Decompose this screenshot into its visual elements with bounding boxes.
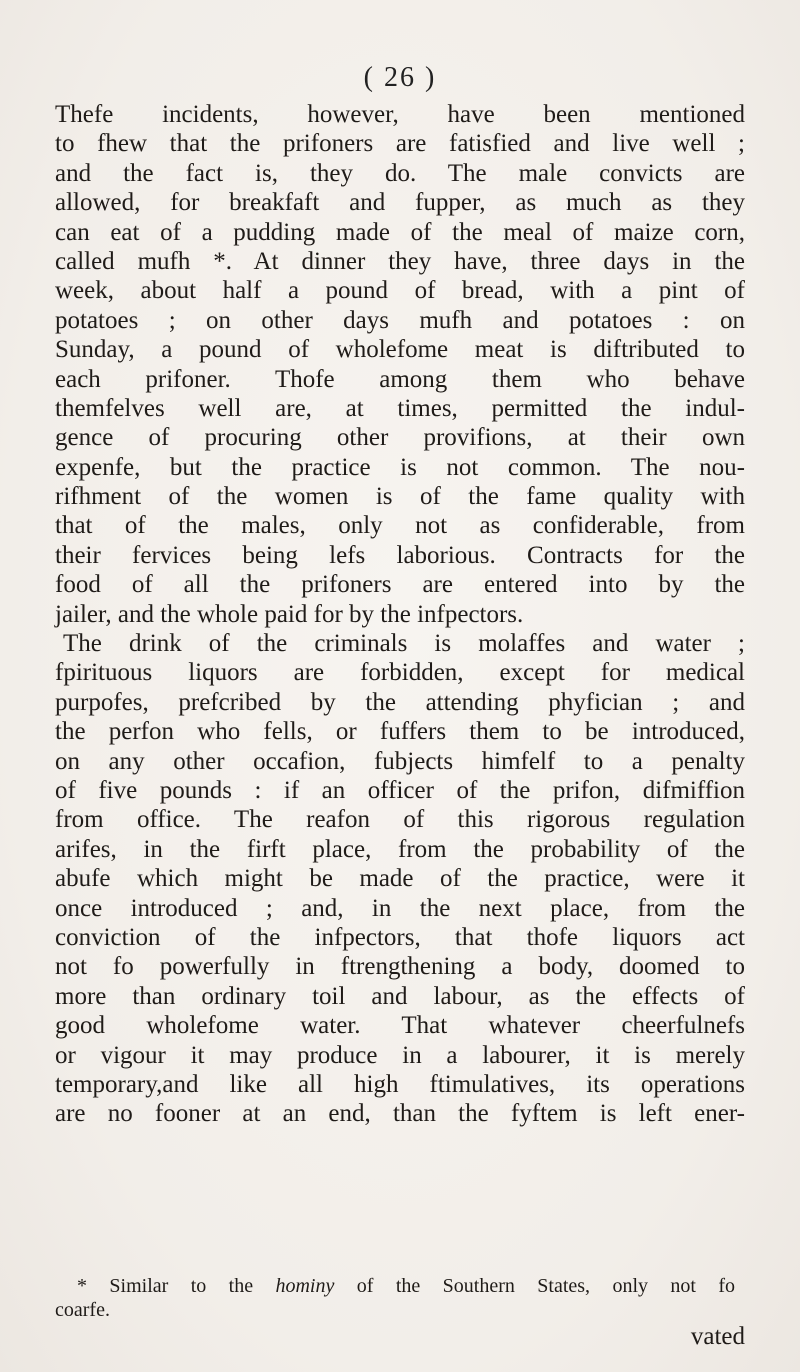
text-line: once introduced ; and, in the next place, from the <box>55 894 745 922</box>
text-line: The drink of the criminals is molaffes and water ; <box>63 630 745 658</box>
text-line: jailer, and the whole paid for by the infpectors. <box>55 600 524 628</box>
footnote-text: of the Southern States, only not fo <box>356 1275 736 1297</box>
text-line: fpirituous liquors are forbidden, except for medical <box>55 659 745 687</box>
footnote <box>55 1274 745 1322</box>
text-line: from office. The reafon of this rigorous regulation <box>55 806 745 834</box>
text-line: gence of procuring other provifions, at their own <box>55 424 745 452</box>
text-line: Sunday, a pound of wholefome meat is diftributed to <box>55 336 745 364</box>
page-number: ( 26 ) <box>363 62 437 93</box>
catchword: vated <box>690 1323 745 1350</box>
text-line: more than ordinary toil and labour, as the effects of <box>55 982 745 1010</box>
body-text <box>55 100 745 1129</box>
text-line: conviction of the infpectors, that thofe liquors act <box>55 923 745 951</box>
text-line: on any other occafion, fubjects himfelf to a penalty <box>55 747 745 775</box>
text-line: each prifoner. Thofe among them who behave <box>55 365 745 393</box>
text-line: are no fooner at an end, than the fyftem is left ener- <box>55 1100 745 1128</box>
text-line: week, about half a pound of bread, with a pint of <box>55 277 745 305</box>
text-line: to fhew that the prifoners are fatisfied and live well ; <box>55 130 745 158</box>
text-line: of five pounds : if an officer of the prifon, difmiffion <box>55 776 745 804</box>
text-line: expenfe, but the practice is not common. The nou- <box>55 453 745 481</box>
text-line: potatoes ; on other days mufh and potatoes : on <box>55 306 745 334</box>
footnote-line: coarfe. <box>55 1299 110 1321</box>
text-line: the perfon who fells, or fuffers them to be introduced, <box>55 718 745 746</box>
text-line: can eat of a pudding made of the meal of maize corn, <box>55 218 745 246</box>
text-line: that of the males, only not as confiderable, from <box>55 512 745 540</box>
text-line: themfelves well are, at times, permitted the indul- <box>55 394 745 422</box>
text-line: and the fact is, they do. The male convicts are <box>55 159 745 187</box>
text-line: abufe which might be made of the practice, were it <box>55 865 745 893</box>
text-line: or vigour it may produce in a labourer, it is merely <box>55 1041 745 1069</box>
text-line: their fervices being lefs laborious. Contracts for the <box>55 541 745 569</box>
text-line: Thefe incidents, however, have been mentioned <box>55 101 745 128</box>
text-line: arifes, in the firft place, from the probability of the <box>55 835 745 863</box>
text-line: rifhment of the women is of the fame quality with <box>55 483 745 511</box>
footnote-emphasis: hominy <box>275 1275 335 1297</box>
text-line: not fo powerfully in ftrengthening a body, doomed to <box>55 953 745 981</box>
footnote-marker: * <box>77 1275 87 1297</box>
text-line: temporary,and like all high ftimulatives, its operations <box>55 1070 745 1098</box>
text-line: allowed, for breakfaft and fupper, as much as they <box>55 189 745 217</box>
text-line: good wholefome water. That whatever cheerfulnefs <box>55 1012 745 1040</box>
footnote-line <box>55 1274 735 1298</box>
footnote-text: Similar to the <box>109 1275 254 1297</box>
text-line: purpofes, prefcribed by the attending phyfician ; and <box>55 688 745 716</box>
text-line: called mufh *. At dinner they have, three days in the <box>55 247 745 275</box>
text-line: food of all the prifoners are entered into by the <box>55 571 745 599</box>
